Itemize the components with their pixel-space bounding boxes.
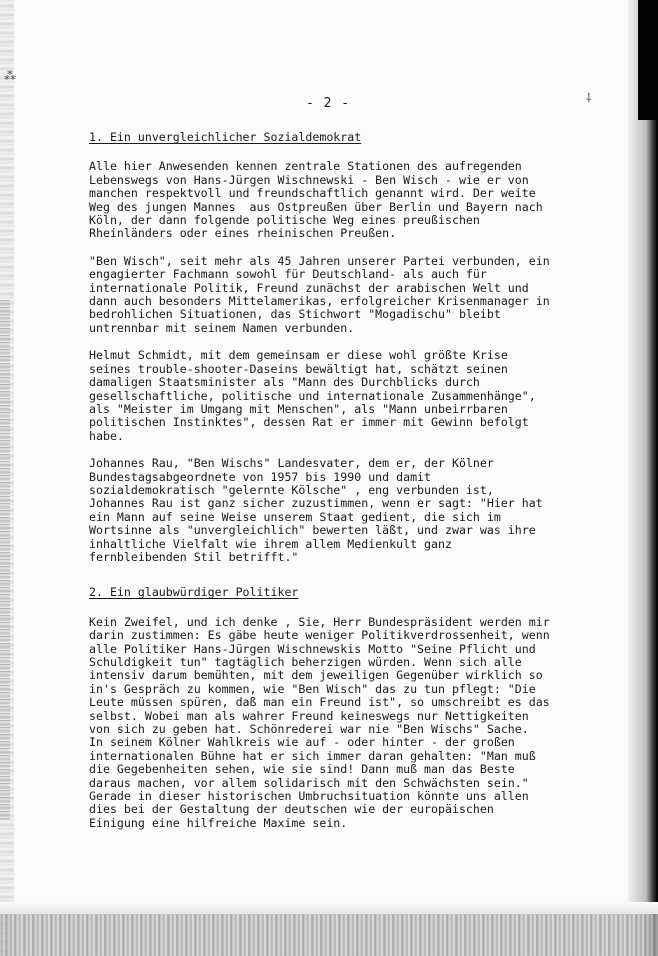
paragraph: Helmut Schmidt, mit dem gemeinsam er diese wohl größte Krise seines trouble-shooter-Daseins bewältigt hat, schätzt seinen damaligen Staatsminister als "Mann des Durchblicks durch gesellschaftliche, politische und internationale Zusammenhänge", als "Meister im Umgang mit Menschen", als "Mann unbeirrbaren politischen Instinktes", dessen Rat er immer mit Gewinn befolgt habe. — [89, 348, 536, 443]
paragraph: Johannes Rau, "Ben Wischs" Landesvater, dem er, der Kölner Bundestagsabgeordnete von 1957 bis 1990 und damit sozialdemokratisch "gelernte Kölsche" , eng verbunden ist, Johannes Rau ist ganz sicher zuzustimmen, wenn er sagt: "Hier hat ein Mann auf seine Weise unserem Staat gedient, die sich im Wortsinne als "unvergleichlich" bewerten läßt, und zwar was ihre inhaltliche Vielfalt wie ihrem allem Medienkult ganz fernbleibenden Stil betrifft." — [89, 456, 543, 564]
page-number: - 2 - — [306, 96, 351, 111]
scan-left-shadow — [0, 300, 10, 820]
paragraph: "Ben Wisch", seit mehr als 45 Jahren unserer Partei verbunden, ein engagierter Fachmann sowohl für Deutschland- als auch für internationale Politik, Freund zunächst der arabischen Welt und dann auch besonders Mittelamerikas, erfolgreicher Krisenmanager in bedrohlichen Situationen, das Stichwort "Mogadischu" bleibt untrennbar mit seinem Namen verbunden. — [89, 253, 550, 335]
scan-right-edge — [628, 0, 658, 956]
scan-speck-mark: ⁂ — [4, 69, 16, 83]
section-heading: 1. Ein unvergleichlicher Sozialdemokrat — [89, 130, 362, 144]
paragraph: Alle hier Anwesenden kennen zentrale Stationen des aufregenden Lebenswegs von Hans-Jürgen Wischnewski - Ben Wisch - wie er von manchen respektvoll und freundschaftlich genannt wird. Der weite Weg des jungen Mannes aus Ostpreußen über Berlin und Bayern nach Köln, der dann folgende politische Weg eines preußischen Rheinländers oder eines rheinischen Preußen. — [89, 159, 543, 241]
scan-bottom-fade — [0, 902, 658, 914]
scan-bottom-edge — [0, 914, 658, 956]
paragraph: Kein Zweifel, und ich denke , Sie, Herr Bundespräsident werden mir darin zustimmen: Es gäbe heute weniger Politikverdrossenheit, wenn alle Politiker Hans-Jürgen Wischnewskis Motto "Seine Pflicht und Schuldigkeit tun" tagtäglich beherzigen würden. Wenn sich alle intensiv darum bemühten, mit dem jeweiligen Gegenüber wirklich so in's Gespräch zu kommen, wie "Ben Wisch" das zu tun pflegt: "Die Leute müssen spüren, daß man ein Freund ist", so umschreibt es das selbst. Wobei man als wahrer Freund keineswegs nur Nettigkeiten von sich zu geben hat. Schönrederei war nie "Ben Wischs" Sache. In seinem Kölner Wahlkreis wie auf - oder hinter - der großen internationalen Bühne hat er sich immer daran gehalten: "Man muß die Gegebenheiten sehen, wie sie sind! Dann muß man das Beste daraus machen, vor allem solidarisch mit den Schwächsten sein." Gerade in dieser historischen Umbruchsituation könnte uns allen dies bei der Gestaltung der deutschen wie der europäischen Einigung eine hilfreiche Maxime sein. — [89, 614, 550, 830]
scan-speck-mark: ⸸ — [586, 91, 592, 105]
scan-right-bar — [638, 0, 658, 120]
document-body — [89, 131, 575, 844]
section-heading: 2. Ein glaubwürdiger Politiker — [89, 585, 299, 600]
